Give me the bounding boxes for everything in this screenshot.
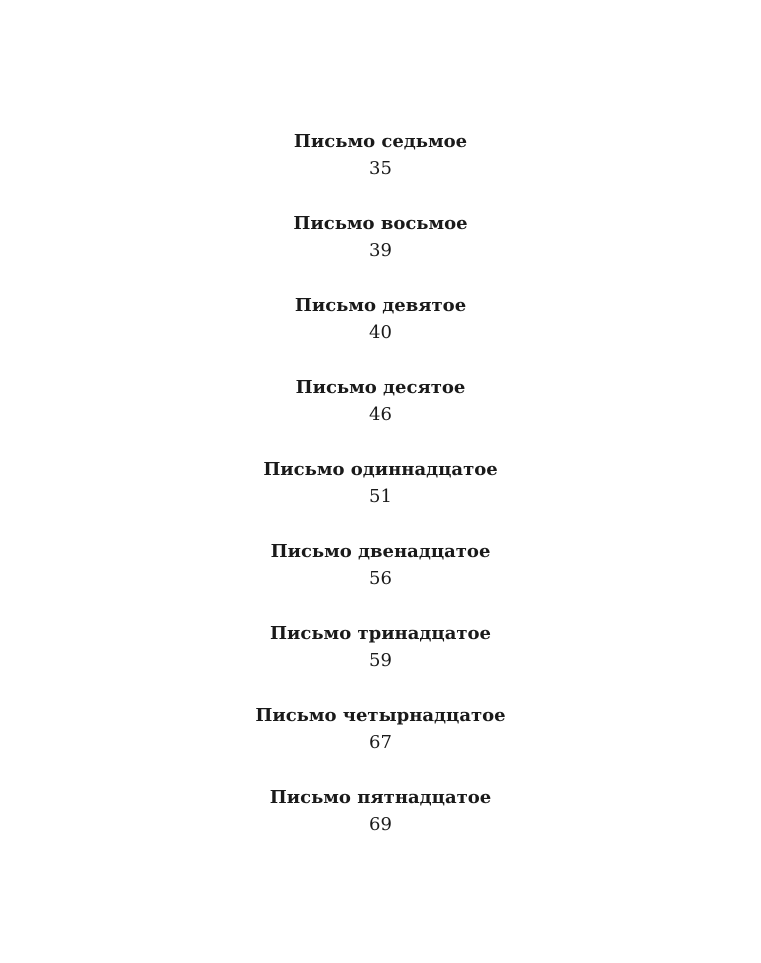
table-of-contents [0,128,761,866]
toc-entry [0,538,761,620]
toc-entry [0,128,761,210]
toc-entry-page-number: 40 [369,322,392,343]
toc-entry-title: Письмо десятое [295,377,466,398]
toc-entry-title: Письмо одиннадцатое [263,459,498,480]
toc-entry-title: Письмо четырнадцатое [255,705,506,726]
toc-entry-page-number: 59 [369,650,392,671]
toc-entry-page-number: 69 [369,814,392,835]
toc-entry-title: Письмо пятнадцатое [269,787,492,808]
toc-entry-page-number: 46 [369,404,392,425]
toc-entry [0,292,761,374]
toc-entry [0,456,761,538]
toc-entry-title: Письмо седьмое [293,131,468,152]
toc-entry [0,784,761,866]
toc-entry-page-number: 67 [369,732,392,753]
toc-entry-title: Письмо восьмое [293,213,468,234]
toc-entry-title: Письмо девятое [294,295,467,316]
toc-entry-page-number: 56 [369,568,392,589]
toc-entry-page-number: 51 [369,486,392,507]
toc-entry-page-number: 35 [369,158,392,179]
toc-entry-title: Письмо двенадцатое [270,541,491,562]
toc-entry [0,702,761,784]
toc-entry-title: Письмо тринадцатое [270,623,491,644]
toc-entry [0,620,761,702]
toc-entry [0,210,761,292]
toc-entry [0,374,761,456]
toc-entry-page-number: 39 [369,240,392,261]
